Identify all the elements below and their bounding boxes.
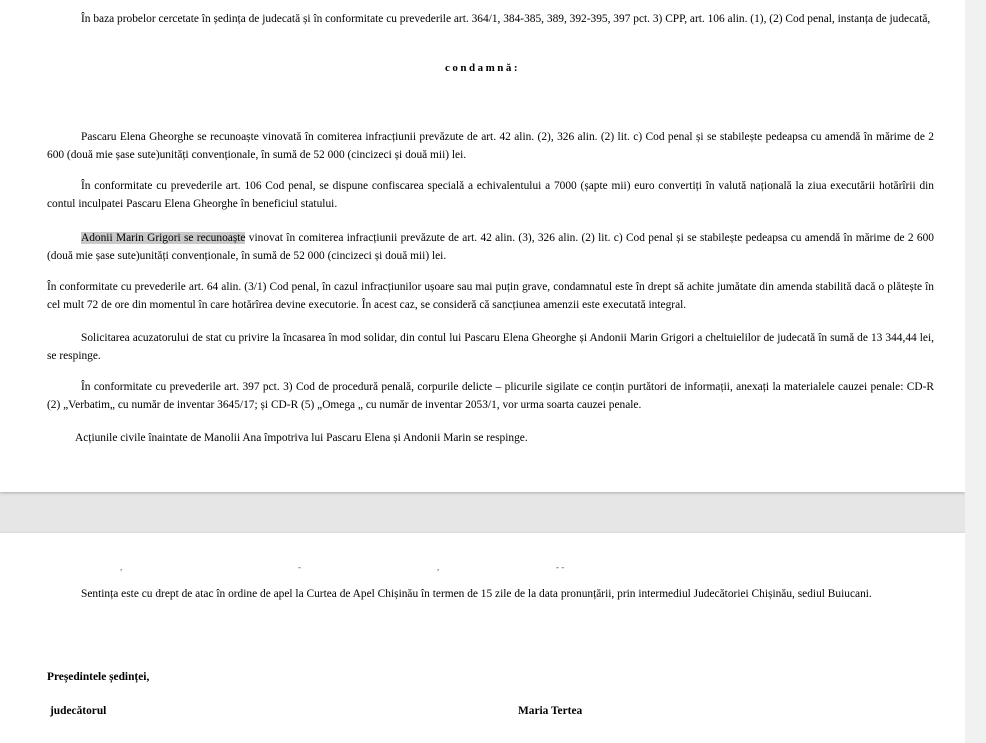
scan-artifact-dot: , bbox=[120, 562, 123, 572]
scan-artifact-dot: - - bbox=[556, 562, 565, 572]
appeal-paragraph: Sentința este cu drept de atac în ordine de apel la Curtea de Apel Chișinău în termen de 15 zile de la data pronunțării, prin intermediul Judecătoriei Chișinău, sediul Buiucani. bbox=[81, 588, 872, 600]
vertical-scrollbar[interactable] bbox=[965, 0, 986, 743]
pascaru-paragraph: Pascaru Elena Gheorghe se recunoaște vinovată în comiterea infracțiunii prevăzute de art. 42 alin. (2), 326 alin. (2) lit. c) Cod penal și se stabilește pedeapsa cu amendă în mărime de 2 600 (două mie șase sute)unități convenționale, în sumă de 52 000 (cincizeci și două mii) lei. bbox=[47, 131, 934, 161]
art64-paragraph: În conformitate cu prevederile art. 64 alin. (3/1) Cod penal, în cazul infracțiunilor ușoare sau mai puțin grave, condamnatul este în drept să achite jumătate din amenda stabilită dacă o plătește în cel mult 72 de ore din momentul în care hotărîrea devine executorie. În acest caz, se consideră că sancțiunea amenzii este executată integral. bbox=[47, 281, 934, 311]
civil-actions-paragraph: Acțiunile civile înaintate de Manolii Ana împotriva lui Pascaru Elena și Andonii Marin se respinge. bbox=[75, 432, 528, 444]
signature-name: Maria Tertea bbox=[518, 705, 583, 717]
andonii-paragraph-rest: vinovat în comiterea infracțiunii prevăzute de art. 42 alin. (3), 326 alin. (2) lit. c) Cod penal și se stabilește pedeapsa cu amendă în mărime de 2 600 (două mie șase sute)unități convenționale, în sumă de 52 000 (cincizeci și două mii) lei. bbox=[47, 232, 934, 262]
scan-artifact-dot: - bbox=[298, 562, 301, 572]
selected-text[interactable]: Adonii Marin Grigori se recunoaște bbox=[81, 232, 246, 244]
andonii-paragraph bbox=[47, 229, 934, 265]
signature-role: judecătorul bbox=[50, 705, 107, 717]
costs-paragraph: Solicitarea acuzatorului de stat cu privire la încasarea în mod solidar, din contul lui Pascaru Elena Gheorghe și Andonii Marin Grigori a cheltuielilor de judecată în sumă de 13 344,44 lei, se respinge. bbox=[47, 332, 934, 362]
intro-paragraph: În baza probelor cercetate în ședința de judecată și în conformitate cu prevederile art. 364/1, 384-385, 389, 392-395, 397 pct. 3) CPP, art. 106 alin. (1), (2) Cod penal, instanța de judecată, bbox=[81, 13, 931, 25]
confiscation-paragraph: În conformitate cu prevederile art. 106 Cod penal, se dispune confiscarea specială a echivalentului a 7000 (șapte mii) euro convertiți în valută națională la ziua executării hotărîrii din contul inculpatei Pascaru Elena Gheorghe în beneficiul statului. bbox=[47, 180, 934, 210]
verdict-heading: condamnă: bbox=[444, 62, 521, 74]
evidence-paragraph: În conformitate cu prevederile art. 397 pct. 3) Cod de procedură penală, corpurile delicte – plicurile sigilate ce conțin purtători de informații, anexați la materialele cauzei penale: CD-R (2) „Verbatim„ cu număr de inventar 3645/17; și CD-R (5) „Omega „ cu număr de inventar 2053/1, vor urma soarta cauzei penale. bbox=[47, 381, 934, 411]
signature-title: Președintele ședinței, bbox=[47, 671, 150, 683]
document-page-2 bbox=[0, 533, 965, 743]
scan-artifact-dot: , bbox=[437, 562, 440, 572]
